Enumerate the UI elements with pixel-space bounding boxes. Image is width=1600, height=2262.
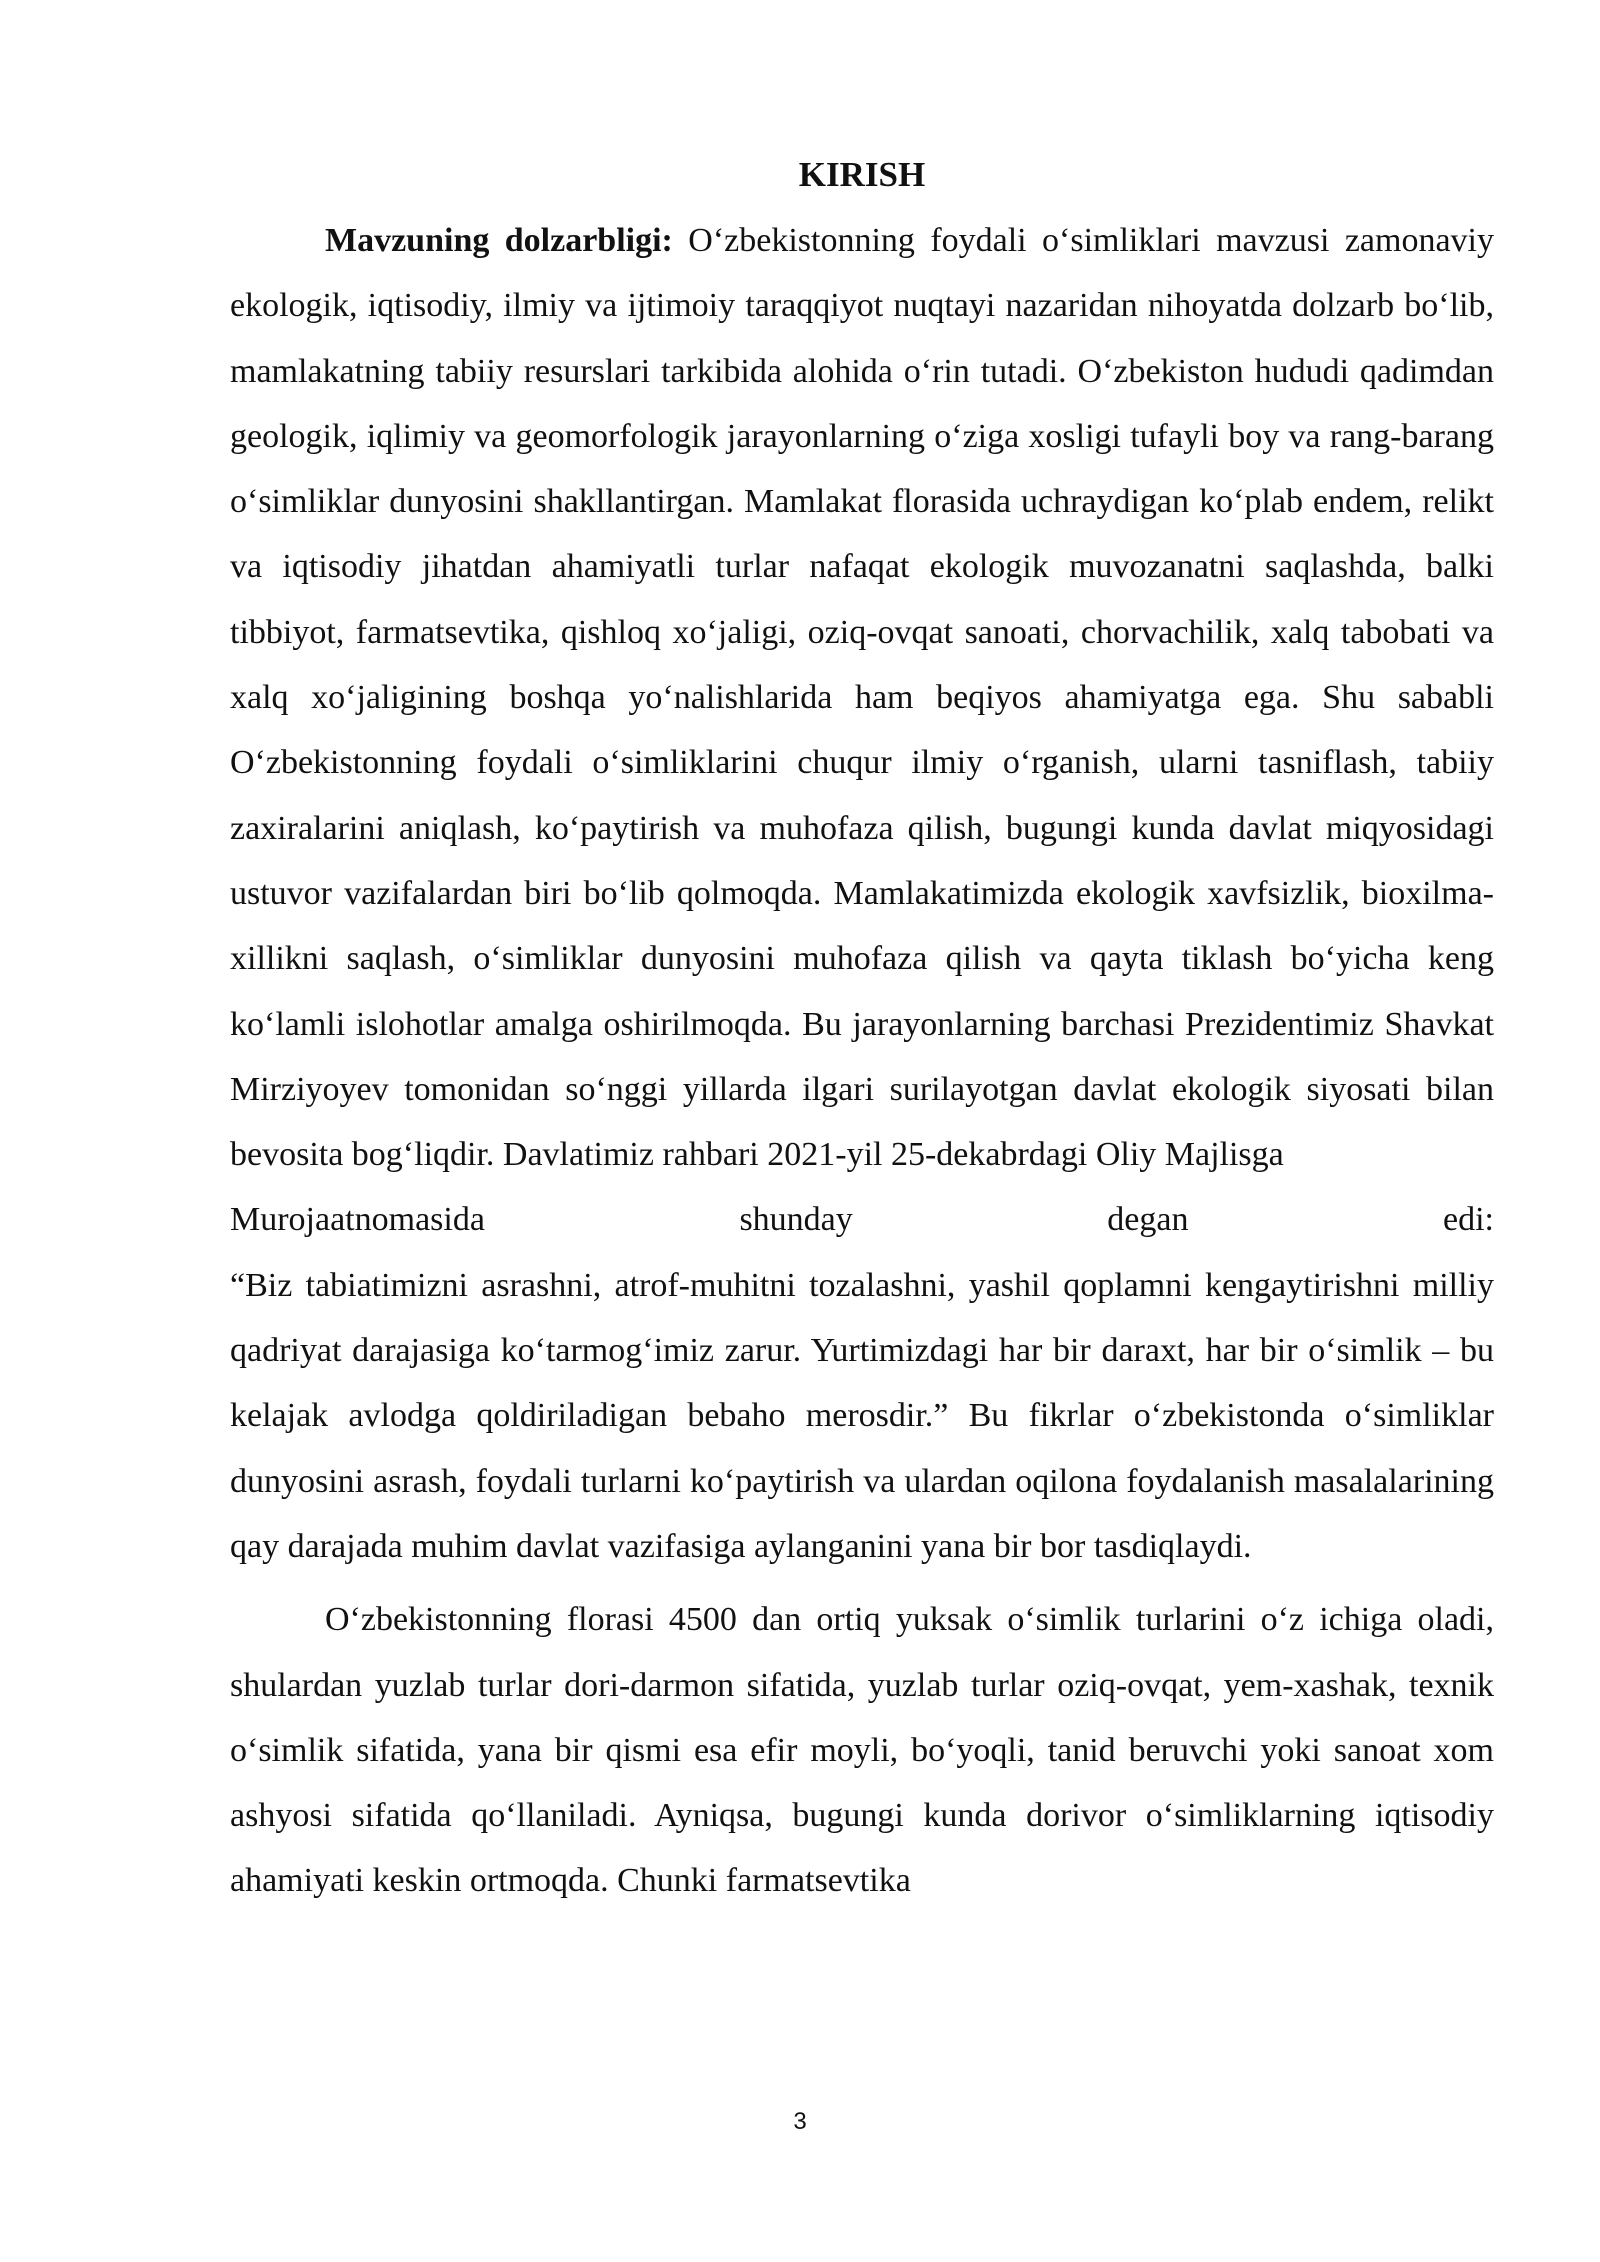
section-heading: KIRISH xyxy=(798,155,926,194)
spread-word: edi: xyxy=(1443,1201,1494,1239)
spread-word: shunday xyxy=(739,1201,853,1239)
page-number: 3 xyxy=(793,2108,807,2135)
spread-word: Murojaatnomasida xyxy=(230,1201,485,1239)
paragraph-quote: “Biz tabiatimizni asrashni, atrof-muhitni tozalashni, yashil qoplamni kengaytirishni milliy qadriyat darajasiga ko‘tarmog‘imiz zarur. Yurtimizdagi har bir daraxt, har bir o‘simlik – bu kelajak avlodga qoldiriladigan bebaho merosdir.” Bu fikrlar o‘zbekistonda o‘simliklar dunyosini asrash, foydali turlarni ko‘paytirish va ulardan oqilona foydalanish masalalarining qay darajada muhim davlat vazifasiga aylanganini yana bir bor tasdiqlaydi. xyxy=(230,1266,1494,1565)
page-content xyxy=(230,150,1494,1914)
relevance-text: O‘zbekistonning foydali o‘simliklari mavzusi zamonaviy ekologik, iqtisodiy, ilmiy va ijtimoiy taraqqiyot nuqtayi nazaridan nihoyatda dolzarb bo‘lib, mamlakatning tabiiy resurslari tarkibida alohida o‘rin tutadi. O‘zbekiston hududi qadimdan geologik, iqlimiy va geomorfologik jarayonlarning o‘ziga xosligi tufayli boy va rang-barang o‘simliklar dunyosini shakllantirgan. Mamlakat florasida uchraydigan ko‘plab endem, relikt va iqtisodiy jihatdan ahamiyatli turlar nafaqat ekologik muvozanatni saqlashda, balki tibbiyot, farmatsevtika, qishloq xo‘jaligi, oziq-ovqat sanoati, chorvachilik, xalq tabobati va xalq xo‘jaligining boshqa yo‘nalishlarida ham beqiyos ahamiyatga ega. Shu sababli O‘zbekistonning foydali o‘simliklarini chuqur ilmiy o‘rganish, ularni tasniflash, tabiiy zaxiralarini aniqlash, ko‘paytirish va muhofaza qilish, bugungi kunda davlat miqyosidagi ustuvor vazifalardan biri bo‘lib qolmoqda. Mamlakatimizda ekologik xavfsizlik, bioxilma-xillikni saqlash, o‘simliklar dunyosini muhofaza qilish va qayta tiklash bo‘yicha keng ko‘lamli islohotlar amalga oshirilmoqda. Bu jarayonlarning barchasi Prezidentimiz Shavkat Mirziyoyev tomonidan so‘nggi yillarda ilgari surilayotgan davlat ekologik siyosati bilan bevosita bog‘liqdir. Davlatimiz rahbari 2021-yil 25-dekabrdagi Oliy Majlisga xyxy=(230,222,1494,1174)
spread-line xyxy=(230,1187,1494,1252)
spread-word: degan xyxy=(1107,1201,1189,1239)
paragraph-relevance xyxy=(230,208,1494,1187)
paragraph-flora: O‘zbekistonning florasi 4500 dan ortiq yuksak o‘simlik turlarini o‘z ichiga oladi, shulardan yuzlab turlar dori-darmon sifatida, yuzlab turlar oziq-ovqat, yem-xashak, texnik o‘simlik sifatida, yana bir qismi esa efir moyli, bo‘yoqli, tanid beruvchi yoki sanoat xom ashyosi sifatida qo‘llaniladi. Ayniqsa, bugungi kunda dorivor o‘simliklarning iqtisodiy ahamiyati keskin ortmoqda. Chunki farmatsevtika xyxy=(230,1601,1494,1900)
relevance-lead: Mavzuning dolzarbligi: xyxy=(325,222,673,259)
